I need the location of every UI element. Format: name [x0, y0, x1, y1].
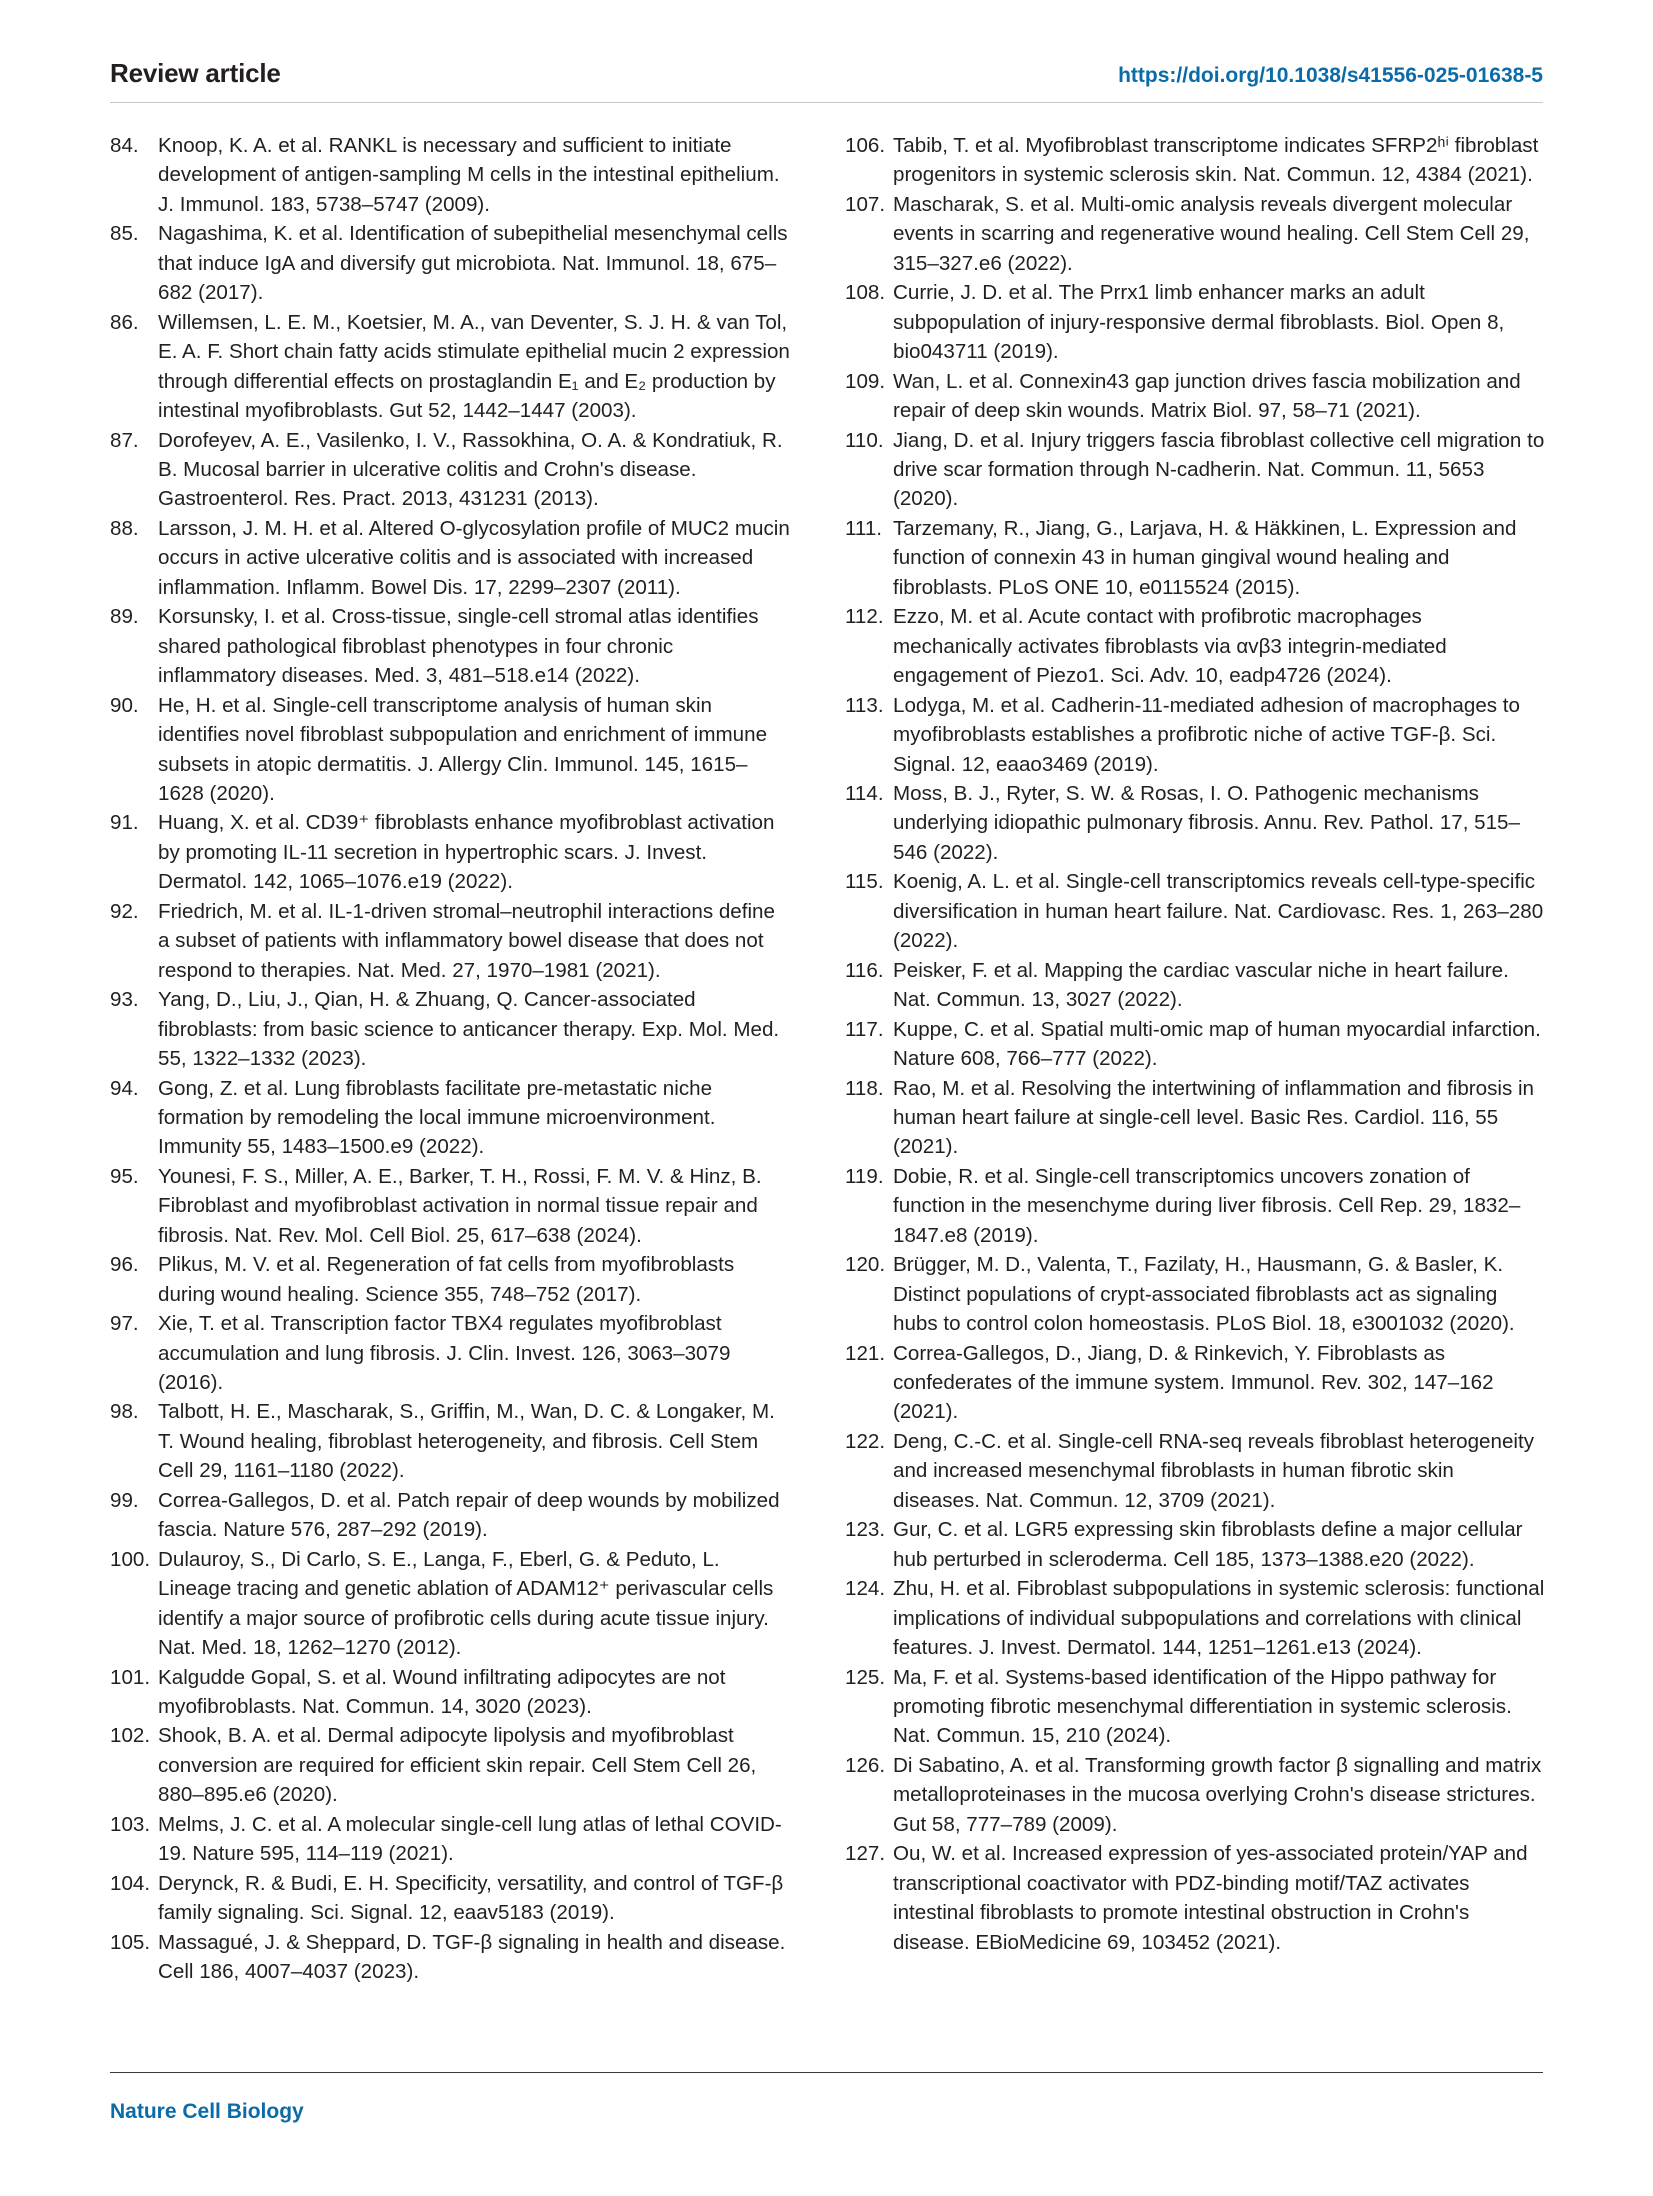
reference-number: 97.	[110, 1312, 139, 1336]
reference-item	[110, 1250, 790, 1309]
reference-text: Younesi, F. S., Miller, A. E., Barker, T. H., Rossi, F. M. V. & Hinz, B. Fibroblast and myofibroblast activation in normal tissue repair and fibrosis. Nat. Rev. Mol. Cell Biol. 25, 617–638 (2024).	[158, 1164, 762, 1247]
reference-item	[845, 1427, 1545, 1515]
reference-item	[845, 1515, 1545, 1574]
reference-text: Deng, C.-C. et al. Single-cell RNA-seq reveals fibroblast heterogeneity and increased mesenchymal fibroblasts in human fibrotic skin diseases. Nat. Commun. 12, 3709 (2021).	[893, 1429, 1534, 1512]
reference-number: 92.	[110, 899, 139, 923]
reference-number: 123.	[845, 1518, 886, 1542]
reference-number: 94.	[110, 1076, 139, 1100]
reference-item	[845, 1751, 1545, 1839]
reference-item	[845, 1250, 1545, 1338]
reference-number: 95.	[110, 1164, 139, 1188]
reference-text: Ma, F. et al. Systems-based identification of the Hippo pathway for promoting fibrotic mesenchymal differentiation in systemic sclerosis. Nat. Commun. 15, 210 (2024).	[893, 1665, 1512, 1748]
reference-text: Tarzemany, R., Jiang, G., Larjava, H. & Häkkinen, L. Expression and function of connexin 43 in human gingival wound healing and fibroblasts. PLoS ONE 10, e0115524 (2015).	[893, 516, 1517, 599]
reference-number: 107.	[845, 192, 886, 216]
reference-text: Tabib, T. et al. Myofibroblast transcriptome indicates SFRP2ʰⁱ fibroblast progenitors in systemic sclerosis skin. Nat. Commun. 12, 4384 (2021).	[893, 134, 1539, 187]
reference-text: Melms, J. C. et al. A molecular single-cell lung atlas of lethal COVID-19. Nature 595, 114–119 (2021).	[158, 1812, 782, 1866]
reference-number: 85.	[110, 222, 139, 246]
reference-text: Plikus, M. V. et al. Regeneration of fat cells from myofibroblasts during wound healing. Science 355, 748–752 (2017).	[158, 1253, 735, 1306]
reference-number: 126.	[845, 1753, 886, 1777]
reference-text: Kuppe, C. et al. Spatial multi-omic map of human myocardial infarction. Nature 608, 766–777 (2022).	[893, 1017, 1541, 1071]
reference-item	[845, 779, 1545, 867]
reference-text: Dobie, R. et al. Single-cell transcriptomics uncovers zonation of function in the mesenchyme during liver fibrosis. Cell Rep. 29, 1832–1847.e8 (2019).	[893, 1164, 1521, 1247]
reference-item	[845, 1162, 1545, 1250]
reference-text: Korsunsky, I. et al. Cross-tissue, single-cell stromal atlas identifies shared pathological fibroblast phenotypes in four chronic inflammatory diseases. Med. 3, 481–518.e14 (2022).	[158, 605, 759, 688]
reference-number: 93.	[110, 988, 139, 1012]
reference-text: Ou, W. et al. Increased expression of yes-associated protein/YAP and transcriptional coactivator with PDZ-binding motif/TAZ activates intestinal fibroblasts to promote intestinal obstruction in Crohn's disease. EBioMedicine 69, 103452 (2021).	[893, 1842, 1528, 1954]
reference-text: Yang, D., Liu, J., Qian, H. & Zhuang, Q. Cancer-associated fibroblasts: from basic science to anticancer therapy. Exp. Mol. Med. 55, 1322–1332 (2023).	[158, 988, 780, 1071]
reference-number: 112.	[845, 605, 884, 629]
reference-item	[110, 426, 790, 514]
reference-text: Correa-Gallegos, D. et al. Patch repair of deep wounds by mobilized fascia. Nature 576, 287–292 (2019).	[158, 1488, 780, 1542]
reference-item	[110, 1545, 790, 1663]
reference-number: 87.	[110, 428, 139, 452]
reference-text: Shook, B. A. et al. Dermal adipocyte lipolysis and myofibroblast conversion are required for efficient skin repair. Cell Stem Cell 26, 880–895.e6 (2020).	[158, 1724, 757, 1807]
reference-item	[110, 1721, 790, 1809]
reference-item	[110, 1869, 790, 1928]
reference-item	[845, 367, 1545, 426]
reference-text: Gong, Z. et al. Lung fibroblasts facilitate pre-metastatic niche formation by remodeling the local immune microenvironment. Immunity 55, 1483–1500.e9 (2022).	[158, 1076, 716, 1159]
reference-number: 118.	[845, 1076, 884, 1100]
section-label: Review article	[110, 58, 281, 88]
reference-text: Gur, C. et al. LGR5 expressing skin fibroblasts define a major cellular hub perturbed in scleroderma. Cell 185, 1373–1388.e20 (2022).	[893, 1518, 1523, 1571]
reference-number: 98.	[110, 1400, 139, 1424]
reference-text: Huang, X. et al. CD39⁺ fibroblasts enhance myofibroblast activation by promoting IL-11 secretion in hypertrophic scars. J. Invest. Dermatol. 142, 1065–1076.e19 (2022).	[158, 811, 775, 894]
reference-text: Mascharak, S. et al. Multi-omic analysis reveals divergent molecular events in scarring and regenerative wound healing. Cell Stem Cell 29, 315–327.e6 (2022).	[893, 192, 1530, 275]
reference-item	[845, 1663, 1545, 1751]
reference-item	[845, 514, 1545, 602]
reference-number: 103.	[110, 1812, 151, 1836]
reference-item	[110, 1162, 790, 1250]
reference-text: Koenig, A. L. et al. Single-cell transcriptomics reveals cell-type-specific diversification in human heart failure. Nat. Cardiovasc. Res. 1, 263–280 (2022).	[893, 870, 1544, 953]
reference-list-left	[110, 131, 790, 1987]
reference-number: 124.	[845, 1577, 886, 1601]
reference-item	[110, 308, 790, 426]
reference-text: Lodyga, M. et al. Cadherin-11-mediated adhesion of macrophages to myofibroblasts establishes a profibrotic niche of active TGF-β. Sci. Signal. 12, eaao3469 (2019).	[893, 693, 1520, 776]
reference-text: Correa-Gallegos, D., Jiang, D. & Rinkevich, Y. Fibroblasts as confederates of the immune system. Immunol. Rev. 302, 147–162 (2021).	[893, 1341, 1494, 1424]
reference-number: 105.	[110, 1930, 151, 1954]
reference-number: 110.	[845, 428, 884, 452]
reference-text: Dorofeyev, A. E., Vasilenko, I. V., Rassokhina, O. A. & Kondratiuk, R. B. Mucosal barrier in ulcerative colitis and Crohn's disease. Gastroenterol. Res. Pract. 2013, 431231 (2013).	[158, 428, 783, 511]
reference-text: Friedrich, M. et al. IL-1-driven stromal–neutrophil interactions define a subset of patients with inflammatory bowel disease that does not respond to therapies. Nat. Med. 27, 1970–1981 (2021).	[158, 899, 775, 982]
reference-item	[110, 131, 790, 219]
reference-item	[110, 1309, 790, 1397]
reference-text: Talbott, H. E., Mascharak, S., Griffin, M., Wan, D. C. & Longaker, M. T. Wound healing, fibroblast heterogeneity, and fibrosis. Cell Stem Cell 29, 1161–1180 (2022).	[158, 1400, 775, 1483]
reference-number: 108.	[845, 281, 886, 305]
reference-text: He, H. et al. Single-cell transcriptome analysis of human skin identifies novel fibroblast subpopulation and enrichment of immune subsets in atopic dermatitis. J. Allergy Clin. Immunol. 145, 1615–1628 (2020).	[158, 693, 768, 805]
reference-text: Larsson, J. M. H. et al. Altered O-glycosylation profile of MUC2 mucin occurs in active ulcerative colitis and is associated with increased inflammation. Inflamm. Bowel Dis. 17, 2299–2307 (2011).	[158, 516, 790, 599]
reference-number: 91.	[110, 811, 139, 835]
reference-number: 113.	[845, 693, 884, 717]
reference-item	[845, 278, 1545, 366]
reference-text: Zhu, H. et al. Fibroblast subpopulations in systemic sclerosis: functional implications of individual subpopulations and correlations with clinical features. J. Invest. Dermatol. 144, 1251–1261.e13 (2024).	[893, 1577, 1545, 1660]
reference-number: 106.	[845, 134, 886, 157]
reference-number: 111.	[845, 516, 883, 540]
reference-number: 122.	[845, 1429, 886, 1453]
reference-number: 96.	[110, 1253, 139, 1277]
reference-number: 125.	[845, 1665, 886, 1689]
reference-text: Xie, T. et al. Transcription factor TBX4 regulates myofibroblast accumulation and lung fibrosis. J. Clin. Invest. 126, 3063–3079 (2016).	[158, 1312, 731, 1395]
header-divider	[110, 102, 1543, 103]
reference-item	[845, 131, 1545, 190]
reference-item	[110, 1397, 790, 1485]
reference-number: 102.	[110, 1724, 151, 1748]
reference-text: Moss, B. J., Ryter, S. W. & Rosas, I. O. Pathogenic mechanisms underlying idiopathic pulmonary fibrosis. Annu. Rev. Pathol. 17, 515–546 (2022).	[893, 781, 1520, 864]
reference-number: 121.	[845, 1341, 886, 1365]
reference-text: Knoop, K. A. et al. RANKL is necessary and sufficient to initiate development of antigen-sampling M cells in the intestinal epithelium. J. Immunol. 183, 5738–5747 (2009).	[158, 134, 780, 216]
reference-number: 119.	[845, 1164, 884, 1188]
reference-number: 117.	[845, 1017, 884, 1041]
reference-item	[845, 602, 1545, 690]
reference-text: Rao, M. et al. Resolving the intertwining of inflammation and fibrosis in human heart failure at single-cell level. Basic Res. Cardiol. 116, 55 (2021).	[893, 1076, 1535, 1159]
reference-item	[845, 190, 1545, 278]
reference-text: Wan, L. et al. Connexin43 gap junction drives fascia mobilization and repair of deep skin wounds. Matrix Biol. 97, 58–71 (2021).	[893, 369, 1521, 423]
reference-item	[110, 219, 790, 307]
reference-item	[845, 956, 1545, 1015]
reference-item	[110, 602, 790, 690]
reference-text: Ezzo, M. et al. Acute contact with profibrotic macrophages mechanically activates fibroblasts via αvβ3 integrin-mediated engagement of Piezo1. Sci. Adv. 10, eadp4726 (2024).	[893, 605, 1447, 688]
reference-item	[845, 867, 1545, 955]
reference-text: Brügger, M. D., Valenta, T., Fazilaty, H., Hausmann, G. & Basler, K. Distinct populations of crypt-associated fibroblasts act as signaling hubs to control colon homeostasis. PLoS Biol. 18, e3001032 (2020).	[893, 1253, 1515, 1336]
reference-number: 101.	[110, 1665, 151, 1689]
reference-text: Kalgudde Gopal, S. et al. Wound infiltrating adipocytes are not myofibroblasts. Nat. Commun. 14, 3020 (2023).	[158, 1665, 726, 1719]
reference-number: 84.	[110, 134, 139, 157]
reference-item	[845, 691, 1545, 779]
reference-item	[110, 985, 790, 1073]
reference-number: 114.	[845, 781, 884, 805]
reference-number: 120.	[845, 1253, 886, 1277]
reference-item	[110, 691, 790, 809]
reference-item	[845, 1015, 1545, 1074]
reference-number: 90.	[110, 693, 139, 717]
reference-item	[845, 1074, 1545, 1162]
reference-number: 99.	[110, 1488, 139, 1512]
reference-number: 86.	[110, 310, 139, 334]
reference-item	[110, 808, 790, 896]
footer-divider	[110, 2072, 1543, 2073]
reference-text: Nagashima, K. et al. Identification of subepithelial mesenchymal cells that induce IgA and diversify gut microbiota. Nat. Immunol. 18, 675–682 (2017).	[158, 222, 788, 305]
reference-item	[110, 514, 790, 602]
reference-item	[110, 1074, 790, 1162]
journal-name: Nature Cell Biology	[110, 2100, 304, 2123]
reference-item	[110, 1928, 790, 1987]
reference-text: Di Sabatino, A. et al. Transforming growth factor β signalling and matrix metalloproteinases in the mucosa overlying Crohn's disease strictures. Gut 58, 777–789 (2009).	[893, 1753, 1542, 1836]
reference-item	[845, 1339, 1545, 1427]
reference-number: 127.	[845, 1842, 886, 1866]
reference-number: 88.	[110, 516, 139, 540]
reference-number: 89.	[110, 605, 139, 629]
reference-item	[110, 1486, 790, 1545]
reference-item	[110, 1810, 790, 1869]
reference-text: Currie, J. D. et al. The Prrx1 limb enhancer marks an adult subpopulation of injury-responsive dermal fibroblasts. Biol. Open 8, bio043711 (2019).	[893, 281, 1505, 364]
reference-text: Dulauroy, S., Di Carlo, S. E., Langa, F., Eberl, G. & Peduto, L. Lineage tracing and genetic ablation of ADAM12⁺ perivascular cells identify a major source of profibrotic cells during acute tissue injury. Nat. Med. 18, 1262–1270 (2012).	[158, 1547, 774, 1660]
reference-item	[110, 1663, 790, 1722]
reference-list-right	[845, 131, 1545, 1957]
doi-link[interactable]: https://doi.org/10.1038/s41556-025-01638-5	[1118, 64, 1543, 87]
reference-number: 100.	[110, 1547, 151, 1571]
reference-number: 104.	[110, 1871, 151, 1895]
reference-number: 109.	[845, 369, 886, 393]
reference-text: Jiang, D. et al. Injury triggers fascia fibroblast collective cell migration to drive scar formation through N-cadherin. Nat. Commun. 11, 5653 (2020).	[893, 428, 1545, 511]
reference-number: 115.	[845, 870, 884, 894]
reference-item	[110, 897, 790, 985]
reference-item	[845, 426, 1545, 514]
reference-number: 116.	[845, 958, 884, 982]
reference-text: Massagué, J. & Sheppard, D. TGF-β signaling in health and disease. Cell 186, 4007–4037 (2023).	[158, 1930, 786, 1984]
reference-item	[845, 1839, 1545, 1957]
reference-text: Willemsen, L. E. M., Koetsier, M. A., van Deventer, S. J. H. & van Tol, E. A. F. Short chain fatty acids stimulate epithelial mucin 2 expression through differential effects on prostaglandin E₁ and E₂ production by intestinal myofibroblasts. Gut 52, 1442–1447 (2003).	[158, 310, 790, 423]
reference-text: Derynck, R. & Budi, E. H. Specificity, versatility, and control of TGF-β family signaling. Sci. Signal. 12, eaav5183 (2019).	[158, 1871, 784, 1925]
reference-text: Peisker, F. et al. Mapping the cardiac vascular niche in heart failure. Nat. Commun. 13, 3027 (2022).	[893, 958, 1509, 1012]
reference-item	[845, 1574, 1545, 1662]
